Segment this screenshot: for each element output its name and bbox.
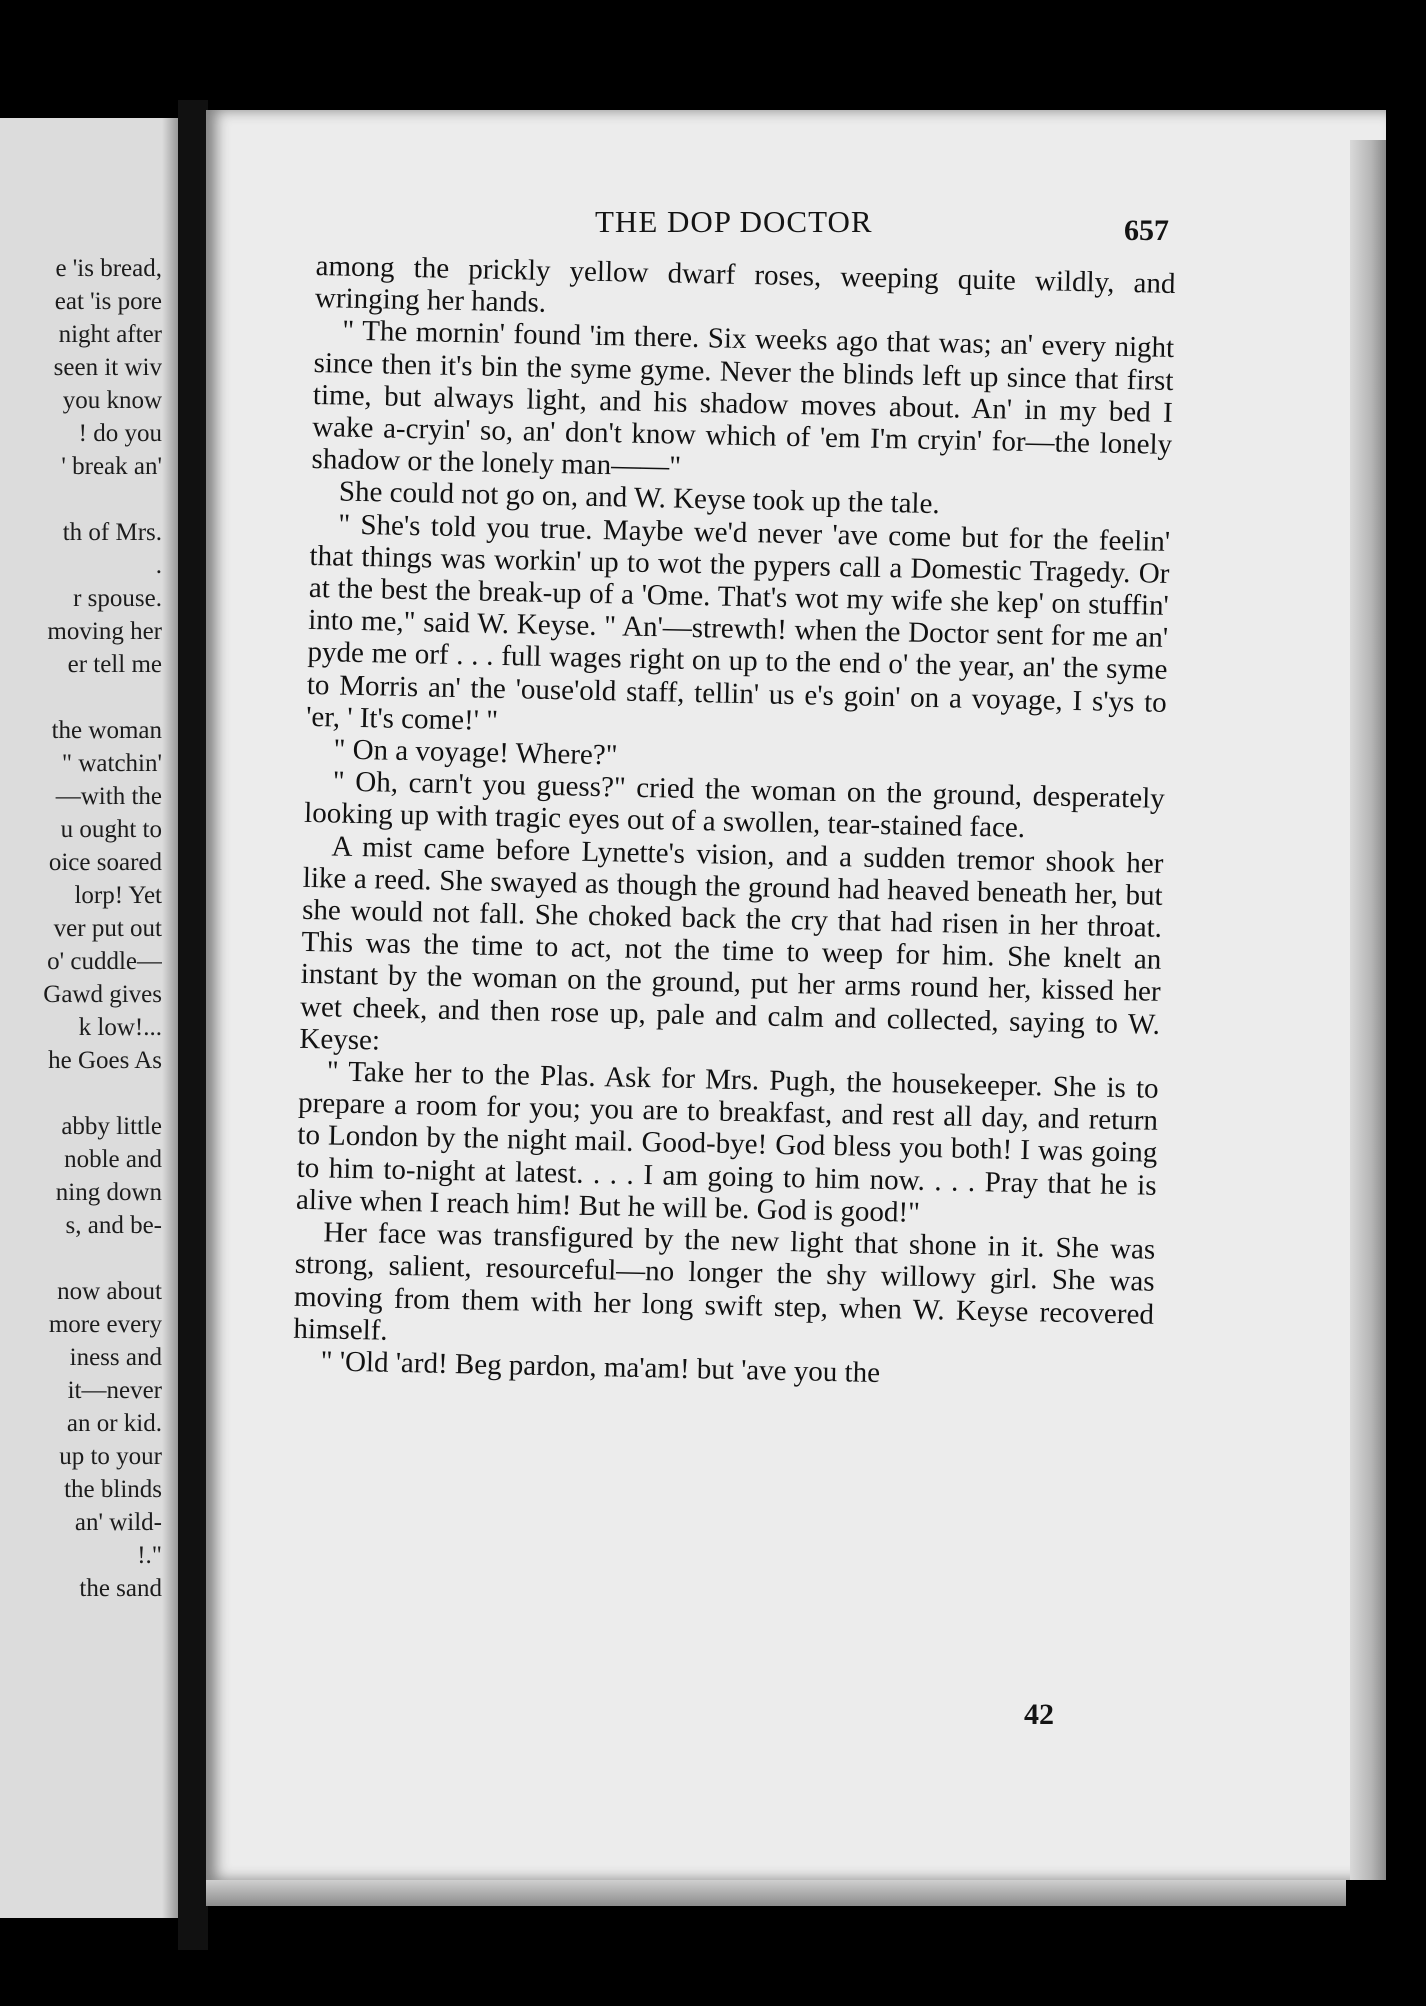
left-page-line: ' break an' (61, 453, 162, 480)
left-page-line: the sand (79, 1575, 162, 1602)
left-page-text (0, 252, 178, 1605)
left-page-line: he Goes As (48, 1047, 162, 1074)
left-page-line (0, 681, 178, 714)
left-page-line: er tell me (67, 651, 162, 678)
left-page-line: abby little (61, 1113, 162, 1140)
page-body (292, 250, 1175, 1395)
paragraph: " Oh, carn't you guess?" cried the woman on the ground, desperately looking up with tragic eyes out of a swollen, tear-stained face. (303, 765, 1166, 845)
left-page-line: k low!... (78, 1014, 162, 1041)
left-page-line: s, and be- (65, 1212, 162, 1239)
left-page-line: o' cuddle— (47, 948, 162, 975)
left-page-line: an' wild- (74, 1509, 162, 1536)
paragraph: " 'Old 'ard! Beg pardon, ma'am! but 'ave you the (320, 1345, 881, 1389)
paragraph: " On a voyage! Where?" (333, 733, 618, 772)
left-page-line: night after (58, 321, 162, 348)
left-page-line: it—never (67, 1377, 162, 1404)
left-page-line: . (155, 552, 162, 579)
paragraph: " She's told you true. Maybe we'd never 'ave come but for the feelin' that things was workin' up to wot the pypers call a Domestic Tragedy. Or at the best the break-up of a 'Ome. That's wot my wife she kep' on stuffin' into me," said W. Keyse. " An'—strewth! when the Doctor sent for me an' pyde me orf . . . full wages right on up to the end o' the year, an' the syme to Morris an' the 'ouse'old staff, tellin' us e's goin' on a voyage, I s'ys to 'er, ' It's come!' " (305, 508, 1171, 737)
left-facing-page (0, 118, 178, 1918)
left-page-line: seen it wiv (53, 354, 162, 381)
left-page-line: now about (57, 1278, 162, 1305)
left-page-line: u ought to (60, 816, 162, 843)
left-page-line: noble and (64, 1146, 162, 1173)
left-page-line: th of Mrs. (62, 519, 162, 546)
left-page-line (0, 1242, 178, 1275)
left-page-line: !." (137, 1542, 162, 1569)
left-page-line: e 'is bread, (55, 255, 162, 282)
running-head: THE DOP DOCTOR (595, 204, 873, 239)
page-edge-bottom (206, 1880, 1346, 1906)
left-page-line: " watchin' (61, 750, 162, 777)
left-page-line: ! do you (78, 420, 162, 447)
left-page-line: more every (48, 1311, 162, 1338)
paragraph: A mist came before Lynette's vision, and a sudden tremor shook her like a reed. She swayed as though the ground had heaved beneath her, but she would not fall. She choked back the cry that had risen in her throat. This was the time to act, not the time to weep for him. She knelt an instant by the woman on the ground, put her arms round her, kissed her wet cheek, and then rose up, pale and calm and collected, saying to W. Keyse: (299, 830, 1164, 1057)
left-page-line: ver put out (53, 915, 162, 942)
paragraph: She could not go on, and W. Keyse took up the tale. (338, 475, 941, 521)
page-edge-right (1350, 140, 1386, 1880)
book-gutter (178, 100, 208, 1950)
left-page-line: up to your (59, 1443, 162, 1470)
left-page-line: an or kid. (66, 1410, 162, 1437)
left-page-line: r spouse. (73, 585, 162, 612)
left-page-line: iness and (69, 1344, 162, 1371)
left-page-line: moving her (47, 618, 162, 645)
left-page-line: Gawd gives (43, 981, 162, 1008)
page-number: 657 (1124, 214, 1169, 247)
paragraph: " The mornin' found 'im there. Six weeks ago that was; an' every night since then it's bin the syme gyme. Never the blinds left up since that first time, but always light, and his shadow moves about. An' in my bed I wake a-cryin' so, an' don't know which of 'em I'm cryin' for—the lonely shadow or the lonely man——" (311, 314, 1175, 483)
paragraph: among the prickly yellow dwarf roses, weeping quite wildly, and wringing her hands. (314, 250, 1176, 320)
left-page-line: the blinds (64, 1476, 162, 1503)
left-page-fold-shadow (162, 118, 178, 1918)
left-page-line: you know (62, 387, 162, 414)
left-page-line (0, 1077, 178, 1110)
paragraph: " Take her to the Plas. Ask for Mrs. Pugh, the housekeeper. She is to prepare a room for you; you are to breakfast, and rest all day, and return to London by the night mail. Good-bye! God bless you both! I was going to him to-night at latest. . . . I am going to him now. . . . Pray that he is alive when I reach him! But he will be. God is good!" (295, 1055, 1159, 1229)
left-page-line: the woman (51, 717, 162, 744)
left-page-line: eat 'is pore (54, 288, 162, 315)
left-page-line: lorp! Yet (74, 882, 162, 909)
left-page-line: ning down (55, 1179, 162, 1206)
signature-mark: 42 (1024, 1698, 1054, 1731)
left-page-line: oice soared (48, 849, 162, 876)
left-page-line (0, 483, 178, 516)
paragraph: Her face was transfigured by the new light that shone in it. She was strong, salient, resourceful—no longer the shy willowy girl. She was moving from them with her long swift step, when W. Keyse recovered himself. (293, 1216, 1156, 1347)
left-page-line: —with the (55, 783, 162, 810)
